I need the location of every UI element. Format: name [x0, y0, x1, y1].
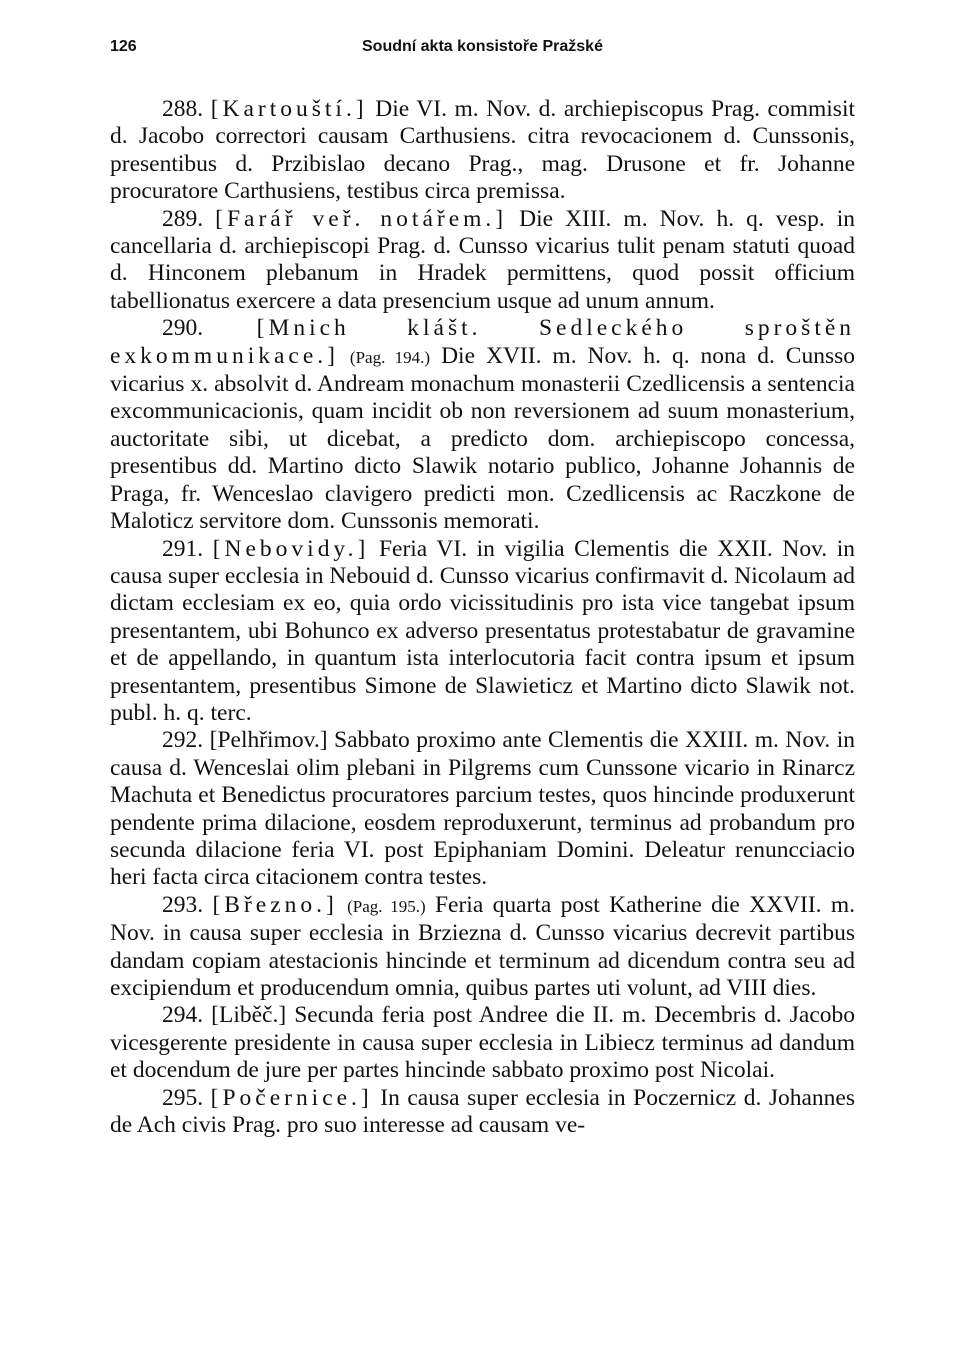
- entry-290: [110, 315, 855, 535]
- entry-title: [Mnich klášt. Sedleckého sproštěn exkommunikace.]: [110, 315, 856, 369]
- entry-text: Die VI. m. Nov. d. archiepiscopus Prag. commisit d. Jacobo correctori causam Carthusiens. citra revocacionem d. Cunssonis, presentibus d. Przibislao decano Prag., mag. Drusone et fr. Johanne procuratore Carthusiens, testibus circa premissa.: [110, 96, 856, 205]
- entry-292: [110, 727, 855, 891]
- entry-289: [110, 206, 855, 316]
- entry-number: 291.: [162, 535, 204, 562]
- entry-294: [110, 1002, 855, 1084]
- entry-number: 294.: [162, 1002, 204, 1029]
- page-number: 126: [110, 38, 137, 55]
- entry-text: Sabbato proximo ante Clementis die XXIII. m. Nov. in causa d. Wenceslai olim plebani in Pilgrems cum Cunssone vicario in Rinarcz Machuta et Benedictus procuratores parcium testes, quos hincinde produxerunt pendente prima dilacione, eosdem reproduxerunt, terminus ad probandum pro secunda dilacione feria VI. post Epiphaniam Domini. Deleatur renuncciacio heri facta circa citacionem contra testes.: [110, 727, 856, 891]
- entry-number: 288.: [162, 96, 204, 122]
- entry-number: 293.: [162, 891, 204, 918]
- entry-title: [Farář veř. notářem.]: [215, 205, 508, 232]
- entry-title: [Pelhřimov.]: [209, 727, 328, 754]
- entry-text: In causa super ecclesia in Poczernicz d. Johannes de Ach civis Prag. pro suo interesse ad causam ve-: [110, 1084, 856, 1139]
- page-header: [110, 38, 855, 62]
- entry-text: Secunda feria post Andree die II. m. Decembris d. Jacobo vicesgerente presidente in causa super ecclesia in Libiecz terminus ad dandum et docendum de jure per partes hincinde sabbato proximo post Nicolai.: [110, 1002, 856, 1084]
- entry-text: Feria quarta post Katherine die XXVII. m. Nov. in causa super ecclesia in Brziezna d. Cunsso vicarius decrevit partibus dandam copiam atestacionis hincinde et terminum ad dicendum contra seu ad excipiendum et producendum omnia, quibus partes uti volunt, ad VIII dies.: [110, 891, 856, 1001]
- entry-title: [Březno.]: [212, 891, 338, 918]
- entry-title: [Nebovidy.]: [212, 535, 370, 562]
- entry-title: [Počernice.]: [210, 1084, 373, 1111]
- page-reference: (Pag. 194.): [349, 347, 431, 367]
- entry-title: [Kartouští.]: [210, 96, 368, 122]
- entry-293: [110, 892, 855, 1003]
- entry-291: [110, 536, 855, 728]
- entry-295: [110, 1085, 855, 1140]
- entry-text: Feria VI. in vigilia Clementis die XXII. Nov. in causa super ecclesia in Nebouid d. Cunsso vicarius confirmavit d. Nicolaum ad dictam ecclesiam ex eo, quia ordo vicissitudinis pro ista vice tangebat ipsum presentantem, ubi Bohunco ex adverso presentatus protestabatur de gravamine et de appellando, in quantum ista interlocutoria facit contra ipsum et ipsum presentantem, presentibus Simone de Slawieticz et Martino dicto Slawik not. publ. h. q. terc.: [110, 535, 856, 726]
- running-title: Soudní akta konsistoře Pražské: [362, 38, 603, 55]
- entry-text: Die XVII. m. Nov. h. q. nona d. Cunsso vicarius x. absolvit d. Andream monachum monasterii Czedlicensis a sentencia excommunicacionis, quam incidit ob non reversionem ad suum monasterium, auctoritate sibi, ut dicebat, a predicto dom. archiepiscopo concessa, presentibus dd. Martino dicto Slawik notario publico, Johanne Johannis de Praga, fr. Wenceslao clavigero predicti mon. Czedlicensis ac Raczkone de Maloticz servitore dom. Cunssonis memorati.: [110, 342, 856, 535]
- page-reference: (Pag. 195.): [347, 896, 426, 916]
- entry-288: [110, 96, 855, 206]
- entry-number: 295.: [162, 1084, 204, 1111]
- entry-number: 290.: [162, 315, 204, 342]
- document-body: [110, 96, 855, 1139]
- entry-text: Die XIII. m. Nov. h. q. vesp. in cancellaria d. archiepiscopi Prag. d. Cunsso vicarius tulit penam statuti quoad d. Hinconem plebanum in Hradek permittens, quod possit officium tabellionatus exercere a data presencium usque ad unum annum.: [110, 205, 856, 314]
- entry-number: 292.: [162, 727, 204, 754]
- entry-number: 289.: [162, 205, 204, 232]
- entry-title: [Liběč.]: [211, 1002, 287, 1029]
